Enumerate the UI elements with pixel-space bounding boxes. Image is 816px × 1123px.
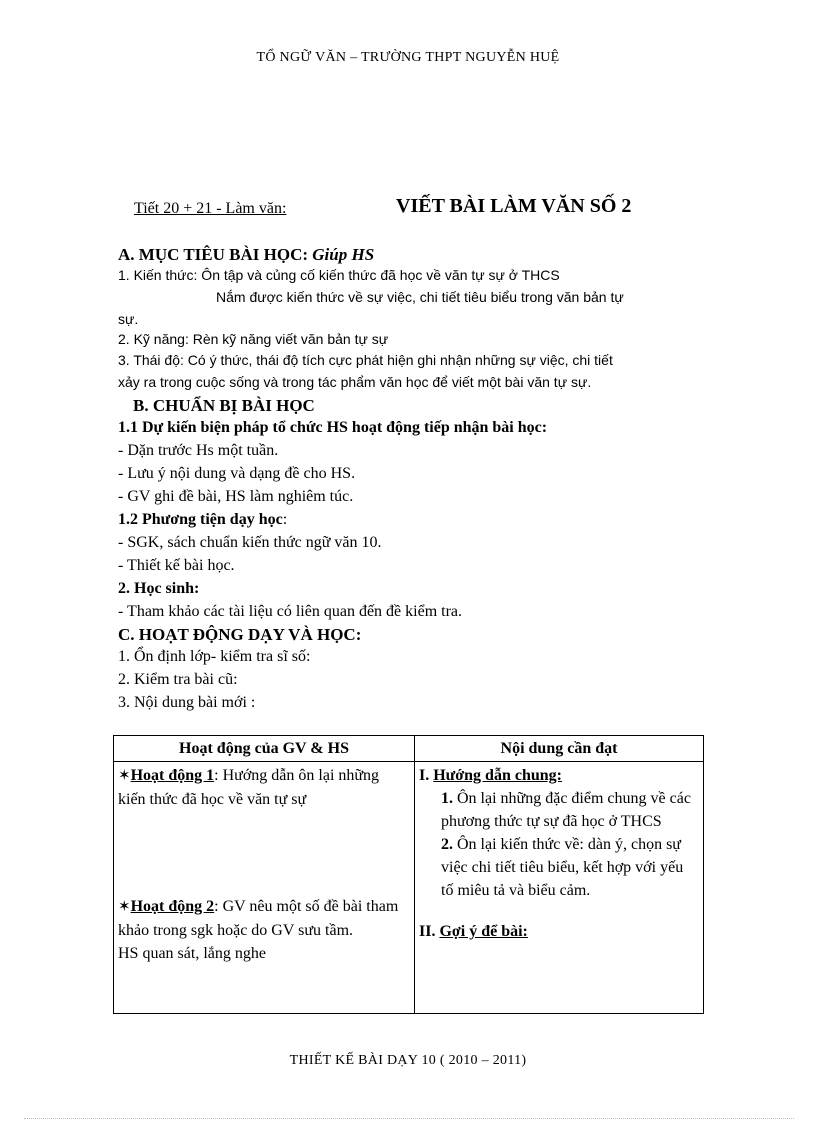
activity-1-label: Hoạt động 1 bbox=[130, 767, 215, 784]
section-a-title: A. MỤC TIÊU BÀI HỌC: bbox=[118, 245, 313, 264]
table-row bbox=[114, 762, 704, 1014]
point-1-text: Ôn lại những đặc điểm chung về các phương thức tự sự đã học ở THCS bbox=[441, 790, 691, 830]
content-point-2 bbox=[419, 833, 699, 902]
lesson-title: VIẾT BÀI LÀM VĂN SỐ 2 bbox=[396, 195, 632, 217]
content-point-1 bbox=[419, 787, 699, 833]
lesson-period: Tiết 20 + 21 - Làm văn: bbox=[134, 200, 287, 217]
objective-attitude: 3. Thái độ: Có ý thức, thái độ tích cực phát hiện ghi nhận những sự việc, chi tiết bbox=[118, 352, 613, 368]
objective-knowledge: 1. Kiến thức: Ôn tập và củng cố kiến thức đã học về văn tự sự ở THCS bbox=[118, 267, 560, 283]
activity-1 bbox=[118, 764, 410, 811]
activity-2-text: : GV nêu một số đề bài tham khảo trong sgk hoặc do GV sưu tầm. bbox=[118, 898, 399, 939]
page-bottom-rule bbox=[24, 1118, 794, 1119]
section-a-heading bbox=[118, 245, 374, 265]
method-item: - GV ghi đề bài, HS làm nghiêm túc. bbox=[118, 488, 354, 505]
spacer bbox=[118, 811, 410, 895]
part-2-title: Gợi ý để bài: bbox=[439, 923, 528, 940]
section-c-heading: C. HOẠT ĐỘNG DẠY VÀ HỌC: bbox=[118, 625, 362, 644]
column-header-content: Nội dung cần đạt bbox=[415, 736, 704, 762]
column-header-activities: Hoạt động của GV & HS bbox=[114, 736, 415, 762]
material-item: - SGK, sách chuẩn kiến thức ngữ văn 10. bbox=[118, 534, 382, 551]
material-item: - Thiết kế bài học. bbox=[118, 557, 235, 574]
content-part-2 bbox=[419, 920, 699, 943]
content-cell bbox=[415, 762, 704, 1014]
student-item: - Tham khảo các tài liệu có liên quan đến đề kiểm tra. bbox=[118, 603, 463, 620]
content-part-1 bbox=[419, 764, 699, 787]
subsection-materials-label: 1.2 Phương tiện dạy học bbox=[118, 511, 283, 528]
activity-2-note: HS quan sát, lắng nghe bbox=[118, 945, 266, 962]
activity-step: 1. Ổn định lớp- kiểm tra sĩ số: bbox=[118, 648, 311, 665]
objective-skills: 2. Kỹ năng: Rèn kỹ năng viết văn bản tự sự bbox=[118, 331, 389, 347]
subsection-students: 2. Học sinh: bbox=[118, 580, 200, 597]
point-1-number: 1. bbox=[441, 790, 457, 807]
activities-cell bbox=[114, 762, 415, 1014]
method-item: - Dặn trước Hs một tuần. bbox=[118, 442, 279, 459]
objective-knowledge-cont: Nắm được kiến thức về sự việc, chi tiết tiêu biểu trong văn bản tự bbox=[216, 289, 624, 305]
section-a-emphasis: Giúp HS bbox=[312, 245, 375, 264]
subsection-methods: 1.1 Dự kiến biện pháp tổ chức HS hoạt động tiếp nhận bài học: bbox=[118, 419, 548, 436]
subsection-materials bbox=[118, 511, 287, 529]
part-1-title: Hướng dẫn chung: bbox=[433, 767, 562, 784]
activity-1-text: : Hướng dẫn ôn lại những kiến thức đã học về văn tự sự bbox=[118, 767, 380, 808]
part-1-number: I. bbox=[419, 767, 434, 784]
subsection-materials-colon: : bbox=[282, 511, 288, 528]
activity-2-label: Hoạt động 2 bbox=[130, 898, 215, 915]
star-icon: ✶ bbox=[118, 899, 131, 915]
table-header-row bbox=[114, 736, 704, 762]
objective-attitude-cont: xảy ra trong cuộc sống và trong tác phẩm văn học để viết một bài văn tự sự. bbox=[118, 374, 592, 390]
method-item: - Lưu ý nội dung và dạng đề cho HS. bbox=[118, 465, 356, 482]
objective-knowledge-end: sự. bbox=[118, 311, 139, 327]
section-b-heading: B. CHUẨN BỊ BÀI HỌC bbox=[133, 396, 315, 415]
star-icon: ✶ bbox=[118, 768, 131, 784]
page-header: TỔ NGỮ VĂN – TRƯỜNG THPT NGUYỄN HUỆ bbox=[256, 50, 560, 65]
page-footer: THIẾT KẾ BÀI DẠY 10 ( 2010 – 2011) bbox=[289, 1053, 527, 1068]
activity-step: 2. Kiểm tra bài cũ: bbox=[118, 671, 238, 688]
activity-step: 3. Nội dung bài mới : bbox=[118, 694, 256, 711]
lesson-plan-table bbox=[113, 735, 704, 1014]
point-2-number: 2. bbox=[441, 836, 457, 853]
activity-2 bbox=[118, 895, 410, 942]
point-2-text: Ôn lại kiến thức về: dàn ý, chọn sự việc chi tiết tiêu biểu, kết hợp với yếu tố miêu tả và biểu cảm. bbox=[441, 836, 684, 899]
part-2-number: II. bbox=[419, 923, 440, 940]
spacer bbox=[419, 902, 699, 920]
